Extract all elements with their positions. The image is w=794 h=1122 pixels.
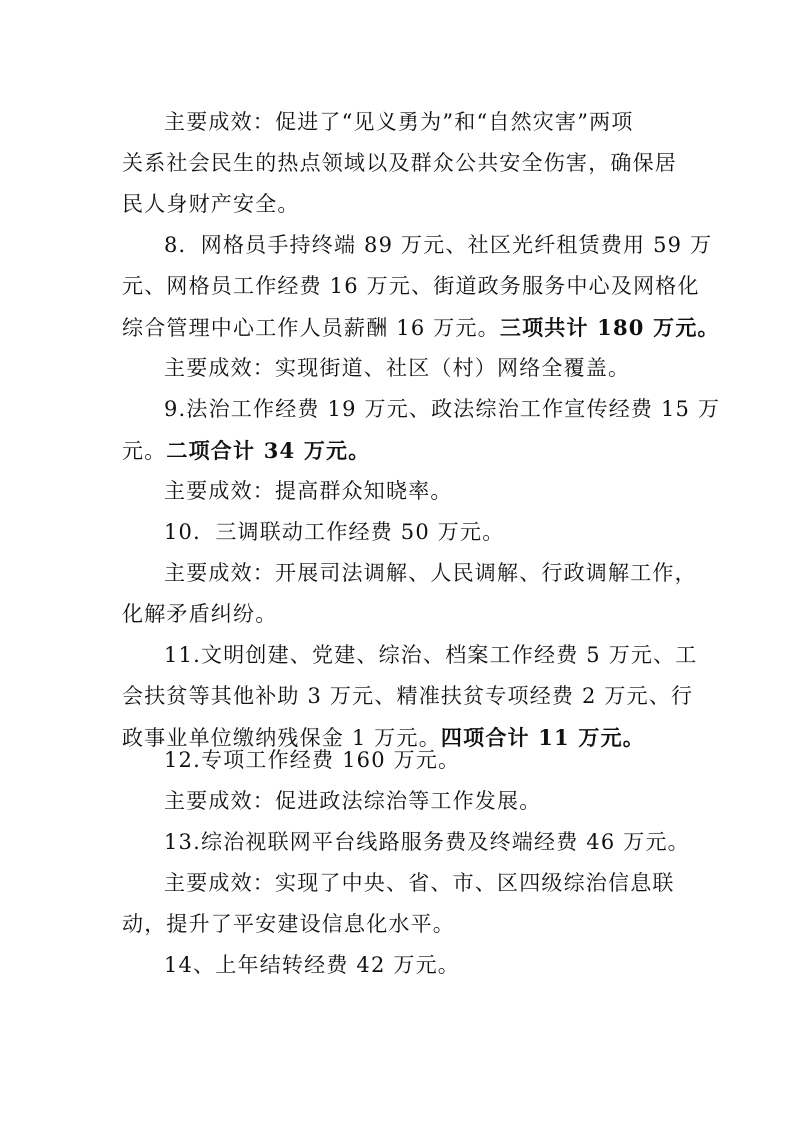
- text-segment: 10．三调联动工作经费 50 万元。: [164, 520, 505, 544]
- text-segment: 14、上年结转经费 42 万元。: [164, 953, 460, 977]
- text-line: [122, 904, 682, 945]
- total-summary: 四项合计 11 万元。: [440, 725, 645, 750]
- paragraph-outcome-10: [122, 553, 697, 635]
- paragraph-outcome-1: [122, 102, 682, 225]
- text-line: [122, 471, 682, 512]
- text-segment: 主要成效：提高群众知晓率。: [164, 479, 453, 503]
- text-segment: 化解矛盾纠纷。: [122, 602, 278, 626]
- paragraph-item-14: [122, 945, 682, 986]
- paragraph-outcome-8: [122, 348, 682, 389]
- text-segment: 主要成效：实现了中央、省、市、区四级综治信息联: [164, 871, 675, 895]
- text-line: [122, 430, 682, 471]
- text-line: [122, 781, 682, 822]
- text-line: [122, 266, 700, 307]
- text-segment: 元、网格员工作经费 16 万元、街道政务服务中心及网格化: [122, 274, 700, 298]
- text-segment: 会扶贫等其他补助 3 万元、精准扶贫专项经费 2 万元、行: [122, 684, 694, 708]
- text-segment: 民人身财产安全。: [122, 192, 300, 216]
- text-segment: 9.法治工作经费 19 万元、政法综治工作宣传经费 15 万: [164, 397, 721, 421]
- text-line: [122, 553, 697, 594]
- text-segment: 13.综治视联网平台线路服务费及终端经费 46 万元。: [164, 830, 690, 854]
- text-line: [122, 594, 682, 635]
- paragraph-item-13: [122, 822, 690, 863]
- text-line: [122, 102, 682, 143]
- text-line: [122, 389, 721, 430]
- text-segment: 动，提升了平安建设信息化水平。: [122, 912, 455, 936]
- text-segment: 关系社会民生的热点领域以及群众公共安全伤害，确保居: [122, 151, 677, 175]
- paragraph-outcome-13: [122, 863, 682, 945]
- text-line: [122, 184, 682, 225]
- text-line: [122, 143, 682, 184]
- text-line: [122, 225, 713, 266]
- text-segment: 综合管理中心工作人员薪酬 16 万元。: [122, 316, 500, 340]
- paragraph-item-10: [122, 512, 682, 553]
- text-line: [122, 307, 720, 348]
- text-line: [122, 676, 694, 717]
- text-segment: 元。: [122, 439, 167, 463]
- text-line: [122, 512, 682, 553]
- total-summary: 三项共计 180 万元。: [499, 315, 720, 340]
- text-segment: 主要成效：实现街道、社区（村）网络全覆盖。: [164, 356, 631, 380]
- paragraph-item-9: [122, 389, 721, 471]
- paragraph-outcome-12: [122, 781, 682, 822]
- text-segment: 主要成效：开展司法调解、人民调解、行政调解工作，: [164, 561, 697, 585]
- text-segment: 政事业单位缴纳残保金 1 万元。: [122, 726, 441, 750]
- paragraph-item-8: [122, 225, 720, 348]
- text-segment: 主要成效：促进了“见义勇为”和“自然灾害”两项: [164, 110, 634, 134]
- text-segment: 8．网格员手持终端 89 万元、社区光纤租赁费用 59 万: [164, 233, 713, 257]
- text-segment: 12.专项工作经费 160 万元。: [164, 748, 461, 772]
- text-line: [122, 863, 682, 904]
- paragraph-outcome-9: [122, 471, 682, 512]
- total-summary: 二项合计 34 万元。: [166, 438, 371, 463]
- text-line: [122, 740, 682, 781]
- text-line: [122, 348, 682, 389]
- text-line: [122, 635, 698, 676]
- text-segment: 主要成效：促进政法综治等工作发展。: [164, 789, 542, 813]
- paragraph-item-12: [122, 740, 682, 781]
- text-line: [122, 945, 682, 986]
- text-line: [122, 822, 690, 863]
- text-segment: 11.文明创建、党建、综治、档案工作经费 5 万元、工: [164, 643, 698, 667]
